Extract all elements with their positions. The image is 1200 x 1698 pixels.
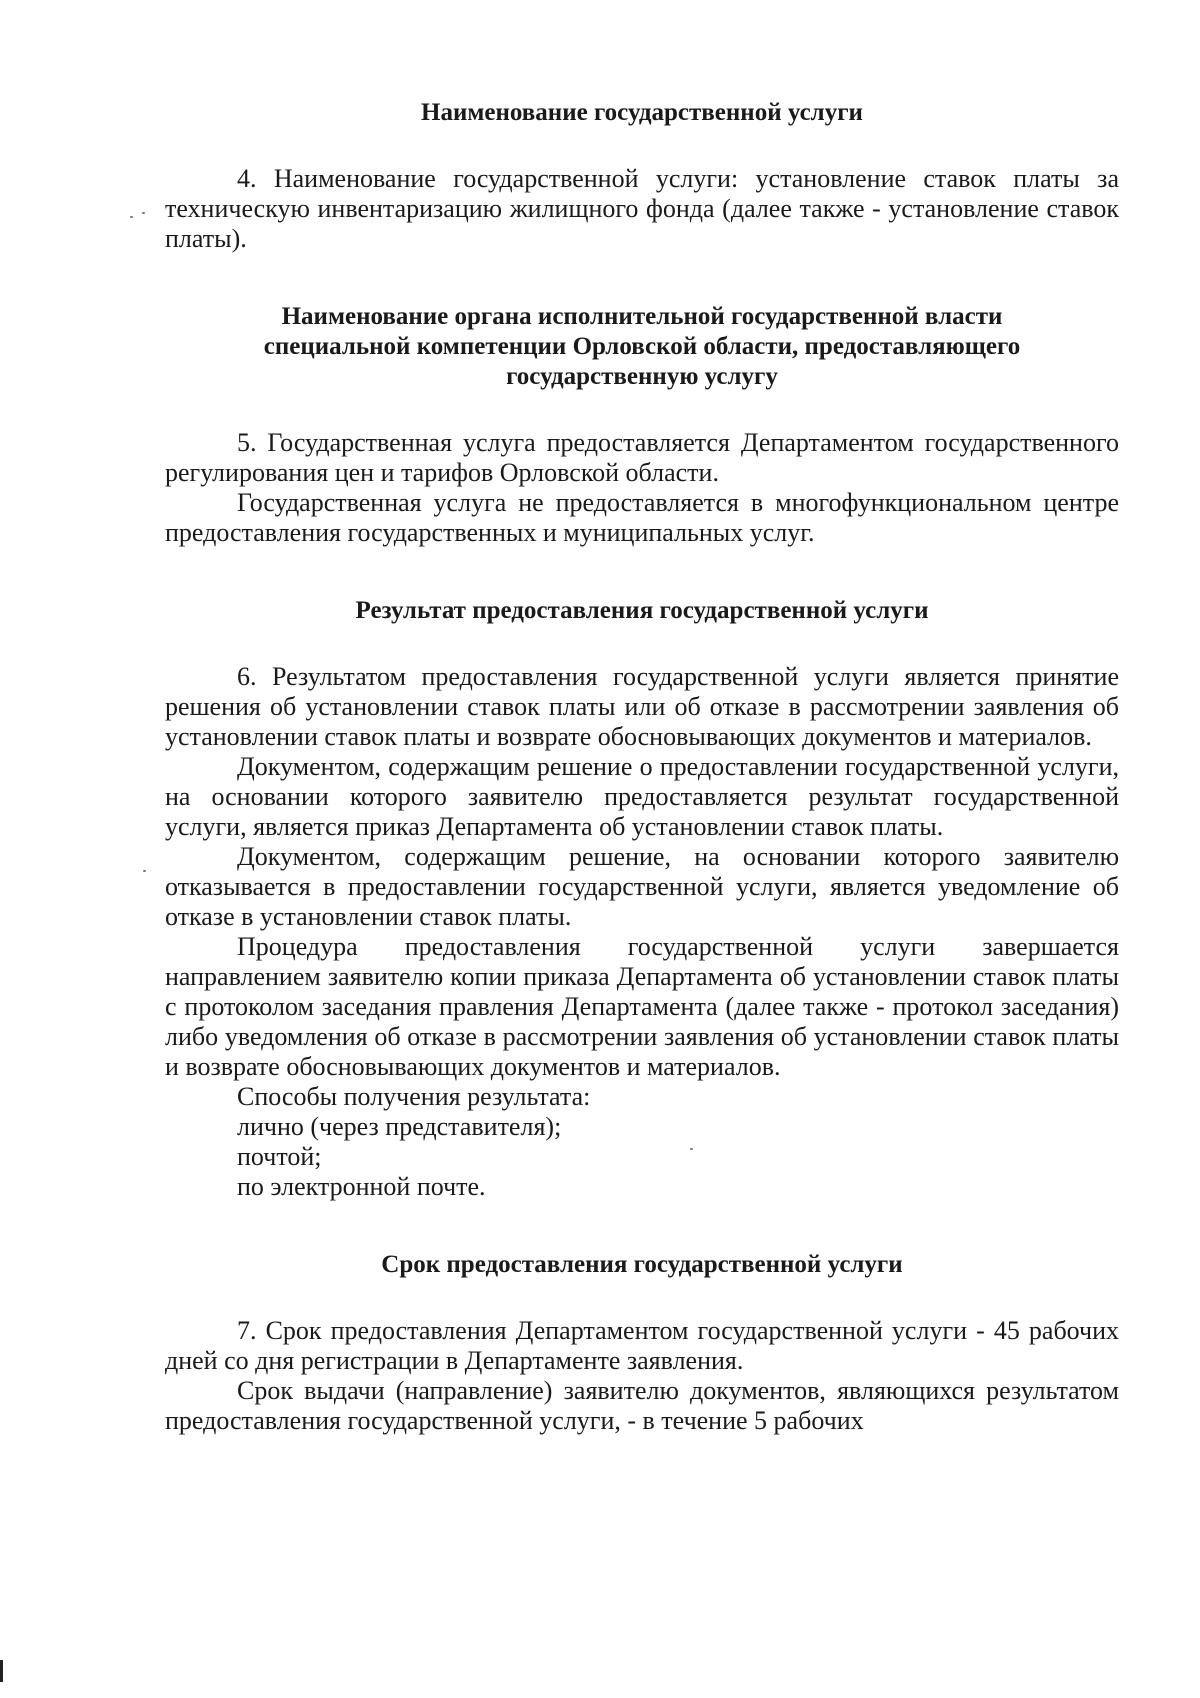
spacer xyxy=(165,626,1119,662)
heading-line: Наименование органа исполнительной государственной власти xyxy=(281,303,1003,330)
paragraph-6-decision-document: Документом, содержащим решение о предоставлении государственной услуги, на основании которого заявителю предоставляется результат государственной услуги, является приказ Департамента об установлении ставок платы. xyxy=(165,752,1119,841)
spacer xyxy=(165,1202,1119,1250)
heading-line: государственную услугу xyxy=(506,363,778,390)
method-item: лично (через представителя); xyxy=(237,1112,562,1141)
paragraph-6-procedure: Процедура предоставления государственной услуги завершается направлением заявителю копии приказа Департамента об установлении ставок платы с протоколом заседания правления Департамента (далее также - протокол заседания) либо уведомления об отказе в рассмотрении заявления об установлении ставок платы и возврате обосновывающих документов и материалов. xyxy=(165,932,1119,1081)
paragraph-4: 4. Наименование государственной услуги: установление ставок платы за техническую инвентаризацию жилищного фонда (далее также - установление ставок платы). xyxy=(165,164,1119,253)
section-heading-authority xyxy=(165,302,1119,392)
spacer xyxy=(165,548,1119,596)
scan-speck xyxy=(143,870,146,872)
spacer xyxy=(165,392,1119,428)
paragraph-7: 7. Срок предоставления Департаментом государственной услуги - 45 рабочих дней со дня регистрации в Департаменте заявления. xyxy=(165,1316,1119,1375)
paragraph-6: 6. Результатом предоставления государственной услуги является принятие решения об установлении ставок платы или об отказе в рассмотрении заявления об установлении ставок платы и возврате обосновывающих документов и материалов. xyxy=(165,662,1119,751)
heading-line: специальной компетенции Орловской области, предоставляющего xyxy=(263,333,1021,360)
method-item: почтой; xyxy=(237,1142,322,1171)
scan-speck xyxy=(130,216,133,218)
method-item: по электронной почте. xyxy=(237,1172,486,1201)
methods-title: Способы получения результата: xyxy=(237,1082,591,1111)
scan-edge-mark xyxy=(0,1660,3,1682)
section-heading-result: Результат предоставления государственной услуги xyxy=(355,597,929,624)
paragraph-5: 5. Государственная услуга предоставляется Департаментом государственного регулирования цен и тарифов Орловской области. xyxy=(165,428,1119,487)
scan-speck xyxy=(690,1148,693,1150)
section-heading-term: Срок предоставления государственной услуги xyxy=(381,1251,903,1278)
paragraph-5-mfc: Государственная услуга не предоставляется в многофункциональном центре предоставления государственных и муниципальных услуг. xyxy=(165,488,1119,547)
paragraph-7-issue-term: Срок выдачи (направление) заявителю документов, являющихся результатом предоставления государственной услуги, - в течение 5 рабочих xyxy=(165,1376,1119,1435)
spacer xyxy=(165,1280,1119,1316)
scan-speck xyxy=(142,212,145,214)
spacer xyxy=(165,128,1119,164)
document-page xyxy=(165,98,1119,1436)
spacer xyxy=(165,254,1119,302)
section-heading-service-name: Наименование государственной услуги xyxy=(421,99,863,126)
paragraph-6-refusal-document: Документом, содержащим решение, на основании которого заявителю отказывается в предоставлении государственной услуги, является уведомление об отказе в установлении ставок платы. xyxy=(165,842,1119,931)
